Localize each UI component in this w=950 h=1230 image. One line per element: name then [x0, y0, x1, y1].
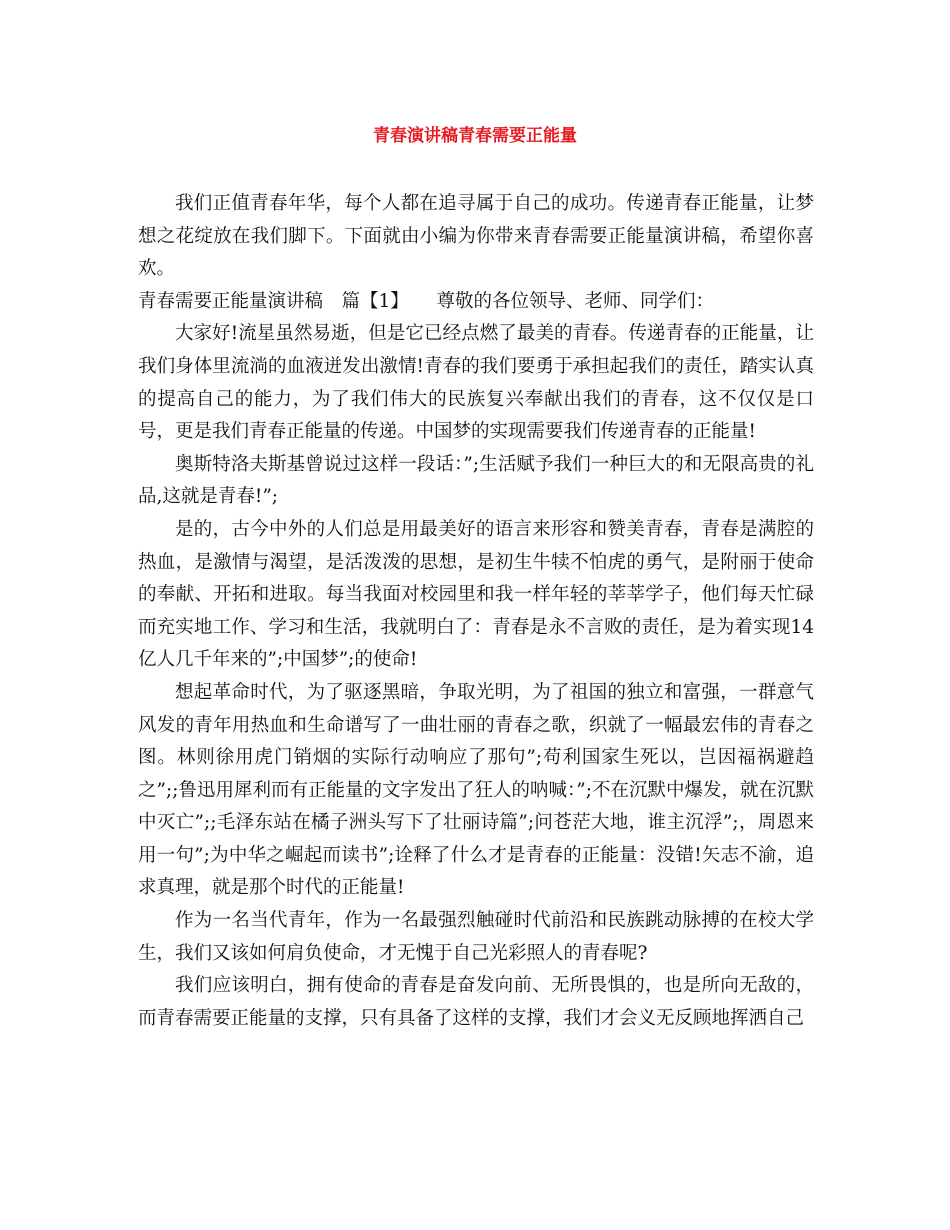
body-paragraph: 我们应该明白，拥有使命的青春是奋发向前、无所畏惧的，也是所向无敌的，而青春需要正能量的支撑，只有具备了这样的支撑，我们才会义无反顾地挥洒自己	[138, 975, 814, 1029]
section-heading: 青春需要正能量演讲稿 篇【1】 尊敬的各位领导、老师、同学们：	[138, 290, 715, 312]
body-paragraph: 是的，古今中外的人们总是用最美好的语言来形容和赞美青春，青春是满腔的热血，是激情与渴望，是活泼泼的思想，是初生牛犊不怕虎的勇气，是附丽于使命的奉献、开拓和进取。每当我面对校园里和我一样年轻的莘莘学子，他们每天忙碌而充实地工作、学习和生活，我就明白了：青春是永不言败的责任，是为着实现14亿人几千年来的”;中国梦”;的使命!	[138, 518, 814, 671]
body-paragraph: 奥斯特洛夫斯基曾说过这样一段话：”;生活赋予我们一种巨大的和无限高贵的礼品,这就是青春!”;	[138, 453, 814, 508]
document-body	[138, 188, 814, 1035]
body-paragraph: 作为一名当代青年，作为一名最强烈触碰时代前沿和民族跳动脉搏的在校大学生，我们又该如何肩负使命，才无愧于自己光彩照人的青春呢?	[138, 910, 814, 964]
body-paragraph: 大家好!流星虽然易逝，但是它已经点燃了最美的青春。传递青春的正能量，让我们身体里流淌的血液迸发出激情!青春的我们要勇于承担起我们的责任，踏实认真的提高自己的能力，为了我们伟大的民族复兴奉献出我们的青春，这不仅仅是口号，更是我们青春正能量的传递。中国梦的实现需要我们传递青春的正能量!	[138, 323, 814, 443]
intro-paragraph: 我们正值青春年华，每个人都在追寻属于自己的成功。传递青春正能量，让梦想之花绽放在我们脚下。下面就由小编为你带来青春需要正能量演讲稿，希望你喜欢。	[138, 193, 814, 280]
document-title: 青春演讲稿青春需要正能量	[373, 126, 577, 146]
body-paragraph: 想起革命时代，为了驱逐黑暗，争取光明，为了祖国的独立和富强，一群意气风发的青年用热血和生命谱写了一曲壮丽的青春之歌，织就了一幅最宏伟的青春之图。林则徐用虎门销烟的实际行动响应了那句”;苟利国家生死以，岂因福祸避趋之”;;鲁迅用犀利而有正能量的文字发出了狂人的呐喊：”;不在沉默中爆发，就在沉默中灭亡”;;毛泽东站在橘子洲头写下了壮丽诗篇”;问苍茫大地，谁主沉浮”;，周恩来用一句”;为中华之崛起而读书”;诠释了什么才是青春的正能量：没错!矢志不渝，追求真理，就是那个时代的正能量!	[138, 681, 814, 899]
